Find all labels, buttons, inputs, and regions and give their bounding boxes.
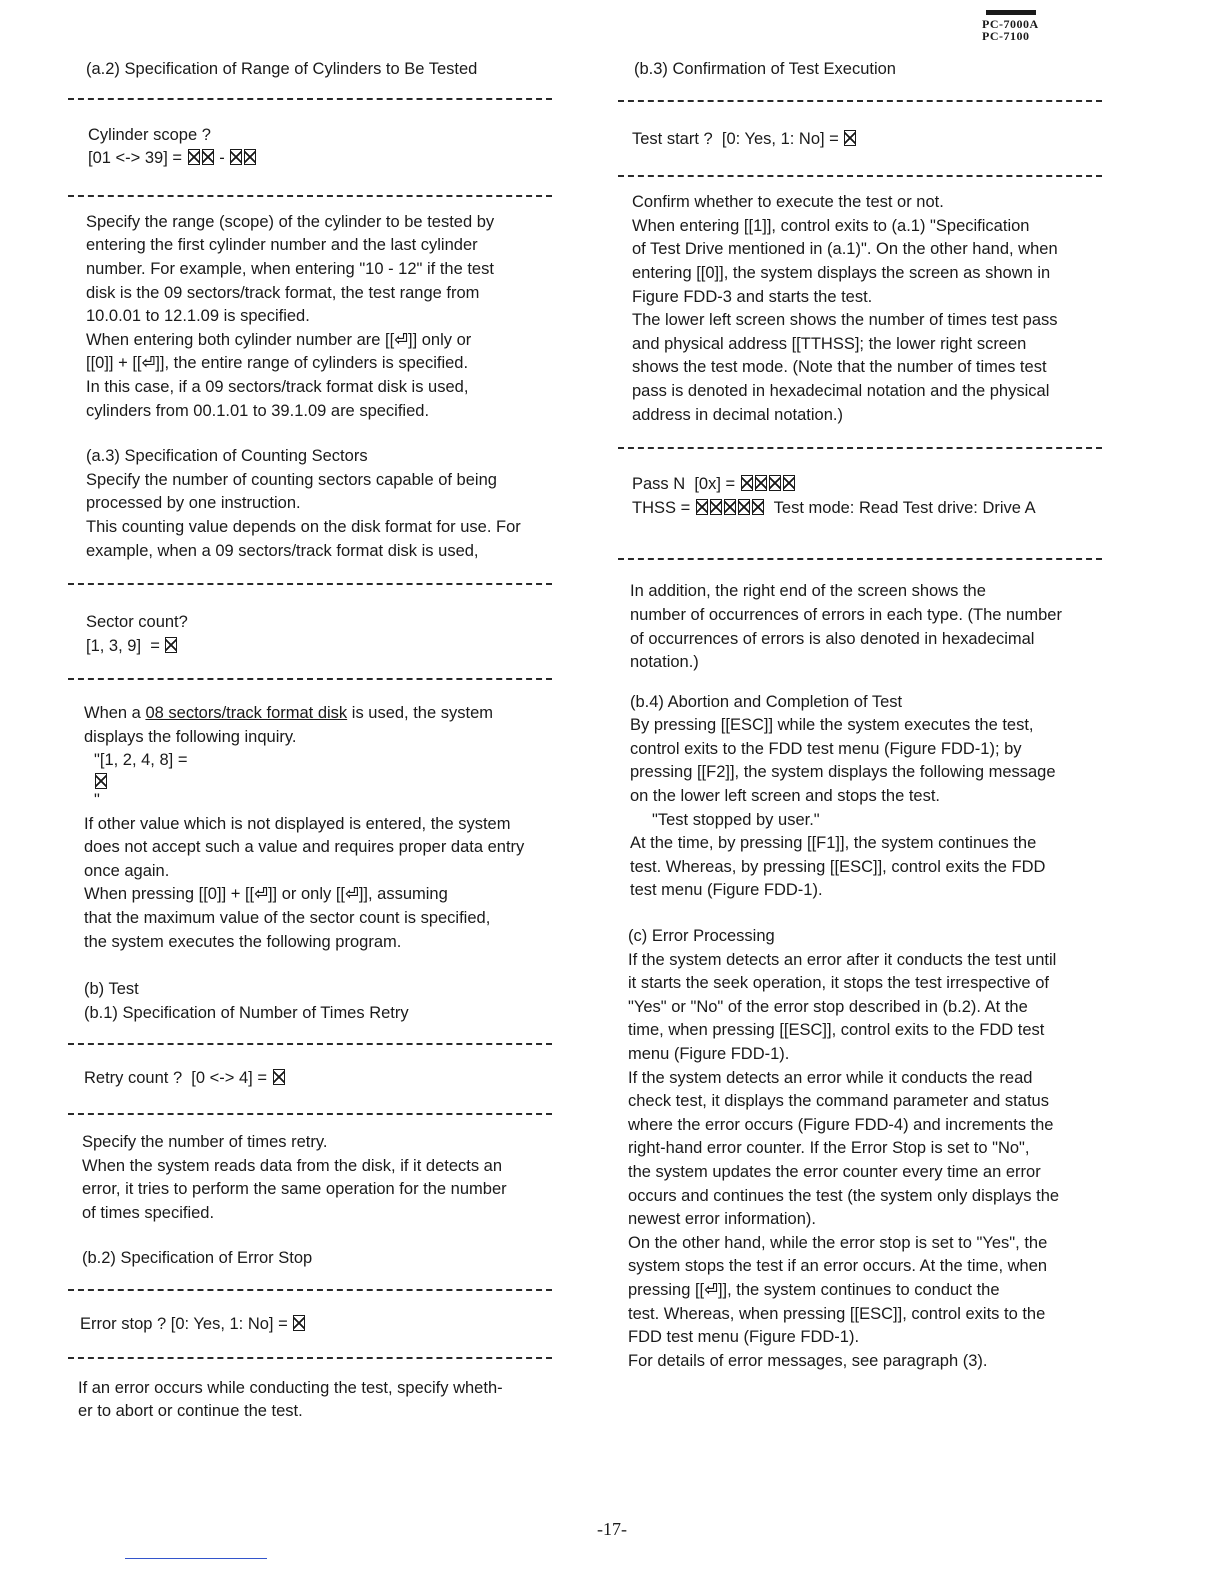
text-line: By pressing [[ESC]] while the system executes the test, xyxy=(630,716,1034,735)
section-b-heading: (b) Test xyxy=(84,980,139,999)
section-b2-heading: (b.2) Specification of Error Stop xyxy=(82,1249,313,1268)
text-line xyxy=(84,883,558,907)
text-line: If the system detects an error while it conducts the read xyxy=(628,1068,1033,1087)
screen-error-stop xyxy=(80,1313,558,1337)
text-line xyxy=(84,749,558,812)
text-line: When entering [[1]], control exits to (a.1) "Specification xyxy=(632,216,1030,235)
text-line: The lower left screen shows the number of times test pass xyxy=(632,311,1058,330)
dashed-rule xyxy=(68,1043,552,1045)
crossed-box-icon xyxy=(230,149,242,165)
screen-pass-status xyxy=(632,473,1108,520)
text-line: notation.) xyxy=(630,653,699,672)
text-line: that the maximum value of the sector count is specified, xyxy=(84,909,491,928)
paragraph-b3-2 xyxy=(630,580,1108,674)
paragraph-b4 xyxy=(630,714,1108,903)
screen-line xyxy=(86,635,558,659)
section-b1-heading: (b.1) Specification of Number of Times Retry xyxy=(84,1003,409,1022)
paragraph-a3-2 xyxy=(84,702,558,954)
crossed-box-icon xyxy=(95,773,107,789)
dashed-rule xyxy=(68,1289,552,1291)
crossed-box-icon xyxy=(696,499,708,515)
paragraph-b1 xyxy=(82,1131,558,1225)
text-part: When pressing [[0]] + [[ xyxy=(84,885,255,904)
text-line: processed by one instruction. xyxy=(86,494,301,513)
screen-text: Test mode: Read Test drive: Drive A xyxy=(764,498,1036,517)
dashed-rule xyxy=(68,98,552,100)
screen-text: THSS = xyxy=(632,498,695,517)
page-number: -17- xyxy=(597,1519,627,1539)
screen-line xyxy=(632,473,1108,497)
text-line: test menu (Figure FDD-1). xyxy=(630,881,823,900)
crossed-box-icon xyxy=(783,475,795,491)
text-line: number. For example, when entering "10 - 12" if the test xyxy=(86,259,494,278)
footer-rule xyxy=(125,1558,267,1559)
text-line: On the other hand, while the error stop is set to "Yes", the xyxy=(628,1233,1048,1252)
screen-sector-count xyxy=(86,611,558,658)
screen-retry-count xyxy=(84,1067,558,1091)
dashed-rule xyxy=(618,558,1102,560)
text-part: ]], the system continues to conduct the xyxy=(717,1280,1000,1299)
text-part: ]], the entire range of cylinders is specified. xyxy=(155,354,469,373)
text-part: ]], assuming xyxy=(358,885,448,904)
dashed-rule xyxy=(618,447,1102,449)
text-part: pressing [[ xyxy=(628,1280,705,1299)
text-line xyxy=(84,702,558,726)
crossed-box-icon xyxy=(202,149,214,165)
text-part: When entering both cylinder number are [[ xyxy=(86,330,395,349)
screen-line: Sector count? xyxy=(86,613,188,632)
section-b4-heading: (b.4) Abortion and Completion of Test xyxy=(630,692,903,711)
text-line: test. Whereas, by pressing [[ESC]], control exits the FDD xyxy=(630,857,1046,876)
screen-text: Pass N [0x] = xyxy=(632,475,740,494)
section-a3 xyxy=(86,445,558,563)
text-line xyxy=(86,329,558,353)
screen-line: Cylinder scope ? xyxy=(88,125,211,144)
crossed-box-icon xyxy=(244,149,256,165)
text-part: [[0]] + [[ xyxy=(86,354,142,373)
paragraph-a2 xyxy=(86,211,558,423)
return-key-icon: ⏎ xyxy=(394,330,408,349)
text-line: once again. xyxy=(84,861,170,880)
text-line: menu (Figure FDD-1). xyxy=(628,1045,790,1063)
crossed-box-icon xyxy=(769,475,781,491)
text-part: ]] only or xyxy=(408,330,472,349)
text-line: the system executes the following program. xyxy=(84,932,402,951)
text-line: check test, it displays the command parameter and status xyxy=(628,1092,1049,1111)
model-line-2: PC-7100 xyxy=(982,29,1030,43)
text-line: it starts the seek operation, it stops the test irrespective of xyxy=(628,974,1049,993)
screen-text: [01 <-> 39] = xyxy=(88,149,187,168)
dashed-rule xyxy=(68,1357,552,1359)
text-line: When the system reads data from the disk, if it detects an xyxy=(82,1156,503,1175)
text-line: pass is denoted in hexadecimal notation and the physical xyxy=(632,381,1050,400)
text-line: does not accept such a value and requires proper data entry xyxy=(84,838,525,857)
crossed-box-icon xyxy=(165,637,177,653)
paragraph-a3 xyxy=(86,469,558,563)
crossed-box-icon xyxy=(724,499,736,515)
paragraph-c xyxy=(628,949,1108,1374)
text-line: In this case, if a 09 sectors/track format disk is used, xyxy=(86,377,469,396)
text-line: newest error information). xyxy=(628,1210,816,1229)
crossed-box-icon xyxy=(188,149,200,165)
text-line xyxy=(86,352,558,376)
crossed-box-icon xyxy=(738,499,750,515)
text-line: In addition, the right end of the screen shows the xyxy=(630,582,986,601)
text-line: test. Whereas, when pressing [[ESC]], control exits to the xyxy=(628,1304,1046,1323)
text-line: right-hand error counter. If the Error Stop is set to "No", xyxy=(628,1139,1030,1158)
text-line: er to abort or continue the test. xyxy=(78,1402,303,1421)
crossed-box-icon xyxy=(741,475,753,491)
screen-test-start xyxy=(632,128,1108,152)
crossed-box-icon xyxy=(273,1069,285,1085)
text-line xyxy=(628,1279,1108,1303)
text-line: If the system detects an error after it conducts the test until xyxy=(628,950,1057,969)
text-part: ]] or only [[ xyxy=(267,885,345,904)
text-line: Specify the range (scope) of the cylinder to be tested by xyxy=(86,212,495,231)
paragraph-b2 xyxy=(78,1377,558,1424)
screen-line xyxy=(632,497,1108,521)
text-line: Confirm whether to execute the test or not. xyxy=(632,193,944,212)
crossed-box-icon xyxy=(844,130,856,146)
section-c xyxy=(628,925,1108,1373)
left-column xyxy=(78,58,558,1424)
return-key-icon: ⏎ xyxy=(704,1280,718,1299)
text-line: 10.0.01 to 12.1.09 is specified. xyxy=(86,307,310,326)
text-part: 08 sectors/track format disk xyxy=(145,704,348,723)
text-line: control exits to the FDD test menu (Figure FDD-1); by xyxy=(630,739,1022,758)
text-line: system stops the test if an error occurs. At the time, when xyxy=(628,1257,1048,1276)
model-label xyxy=(982,10,1062,42)
text-line: "Test stopped by user." xyxy=(652,810,820,829)
text-line: pressing [[F2]], the system displays the following message xyxy=(630,763,1056,782)
screen-cylinder-scope xyxy=(88,124,558,171)
model-bar xyxy=(986,10,1036,15)
text-line: Specify the number of times retry. xyxy=(82,1133,328,1151)
return-key-icon: ⏎ xyxy=(254,885,268,904)
section-a3-heading: (a.3) Specification of Counting Sectors xyxy=(86,447,368,466)
section-c-heading: (c) Error Processing xyxy=(628,927,775,946)
crossed-box-icon xyxy=(710,499,722,515)
text-part: "[1, 2, 4, 8] = xyxy=(94,751,188,770)
dashed-rule xyxy=(618,175,1102,177)
text-part: When a xyxy=(84,704,146,723)
text-line: of times specified. xyxy=(82,1203,215,1222)
text-line: time, when pressing [[ESC]], control exits to the FDD test xyxy=(628,1021,1045,1040)
text-line: shows the test mode. (Note that the number of times test xyxy=(632,358,1047,377)
text-line: For details of error messages, see paragraph (3). xyxy=(628,1351,988,1370)
crossed-box-icon xyxy=(293,1315,305,1331)
text-part: " xyxy=(94,791,100,810)
screen-line xyxy=(88,147,558,171)
text-line: of occurrences of errors is also denoted in hexadecimal xyxy=(630,629,1035,648)
text-line: occurs and continues the test (the system only displays the xyxy=(628,1186,1060,1205)
text-line: entering [[0]], the system displays the screen as shown in xyxy=(632,263,1051,282)
section-b4 xyxy=(630,691,1108,903)
text-line: Specify the number of counting sectors capable of being xyxy=(86,470,497,489)
model-line-1: PC-7000A xyxy=(982,17,1039,31)
text-line: of Test Drive mentioned in (a.1)". On the other hand, when xyxy=(632,240,1058,259)
screen-text: - xyxy=(214,149,230,168)
dashed-rule xyxy=(68,1113,552,1115)
text-line: If other value which is not displayed is entered, the system xyxy=(84,814,511,833)
text-line: and physical address [[TTHSS]; the lower right screen xyxy=(632,334,1027,353)
screen-text: Test start ? [0: Yes, 1: No] = xyxy=(632,129,844,148)
screen-text: Retry count ? [0 <-> 4] = xyxy=(84,1069,272,1088)
text-line: address in decimal notation.) xyxy=(632,405,843,424)
text-line: At the time, by pressing [[F1]], the system continues the xyxy=(630,834,1037,853)
text-line: number of occurrences of errors in each type. (The number xyxy=(630,605,1062,624)
text-line: This counting value depends on the disk format for use. For xyxy=(86,517,521,536)
text-line: example, when a 09 sectors/track format disk is used, xyxy=(86,541,479,560)
right-column xyxy=(628,58,1108,1373)
crossed-box-icon xyxy=(752,499,764,515)
dashed-rule xyxy=(618,100,1102,102)
text-line: where the error occurs (Figure FDD-4) and increments the xyxy=(628,1115,1054,1134)
screen-text: Error stop ? [0: Yes, 1: No] = xyxy=(80,1314,293,1333)
dashed-rule xyxy=(68,678,552,680)
text-line: "Yes" or "No" of the error stop described in (b.2). At the xyxy=(628,997,1028,1016)
crossed-box-icon xyxy=(755,475,767,491)
dashed-rule xyxy=(68,583,552,585)
text-line: the system updates the error counter every time an error xyxy=(628,1162,1041,1181)
text-line: on the lower left screen and stops the test. xyxy=(630,787,941,806)
text-line: If an error occurs while conducting the test, specify wheth- xyxy=(78,1378,503,1397)
section-b3-heading: (b.3) Confirmation of Test Execution xyxy=(634,60,896,78)
section-b xyxy=(84,978,558,1025)
paragraph-b3 xyxy=(632,191,1108,427)
text-line: entering the first cylinder number and the last cylinder xyxy=(86,236,478,255)
screen-text: [1, 3, 9] = xyxy=(86,636,165,655)
text-line: Figure FDD-3 and starts the test. xyxy=(632,287,873,306)
text-part: is used, the system xyxy=(347,704,493,723)
section-a2-heading: (a.2) Specification of Range of Cylinders to Be Tested xyxy=(86,60,478,78)
dashed-rule xyxy=(68,195,552,197)
text-line: FDD test menu (Figure FDD-1). xyxy=(628,1328,860,1347)
text-line: error, it tries to perform the same operation for the number xyxy=(82,1180,507,1199)
text-line: disk is the 09 sectors/track format, the test range from xyxy=(86,283,480,302)
text-line: cylinders from 00.1.01 to 39.1.09 are specified. xyxy=(86,401,430,420)
return-key-icon: ⏎ xyxy=(344,885,359,904)
return-key-icon: ⏎ xyxy=(141,354,156,373)
text-line: displays the following inquiry. xyxy=(84,727,297,746)
